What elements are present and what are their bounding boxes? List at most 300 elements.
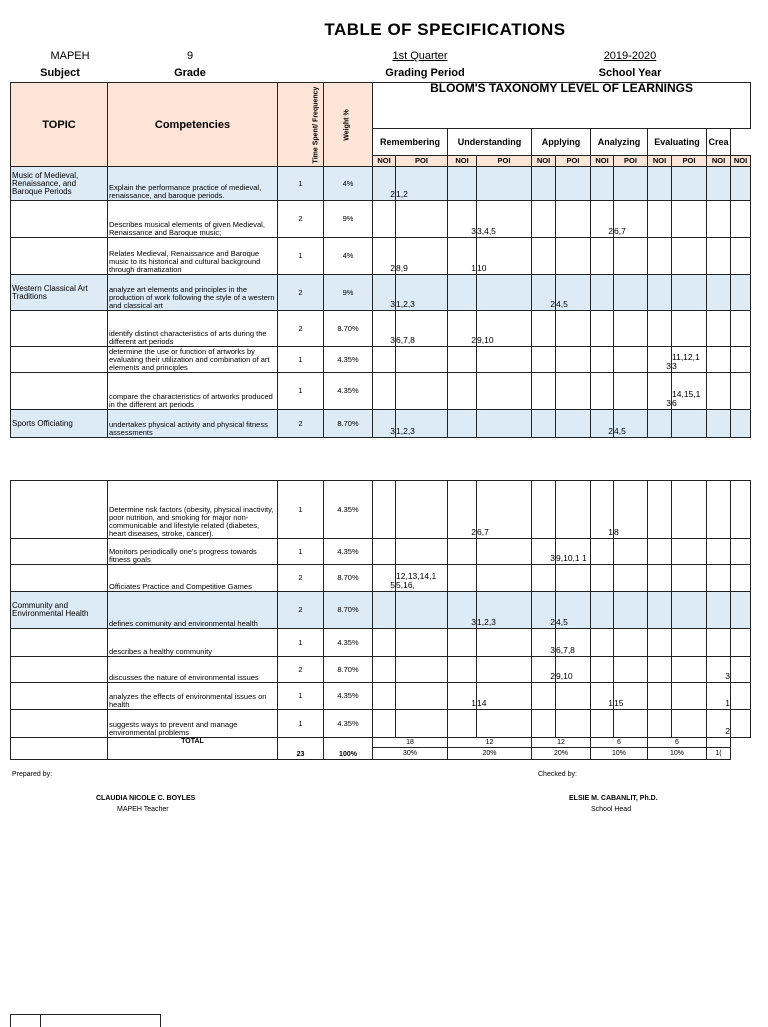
noi-cell: 3	[532, 629, 556, 657]
weight-cell: 8.70%	[324, 410, 373, 438]
noi-cell	[707, 592, 731, 629]
time-spent-cell: 1	[278, 481, 324, 539]
table-row	[11, 657, 751, 683]
table-row	[11, 238, 751, 275]
poi-cell: 8	[614, 481, 648, 539]
noi-cell: 2	[591, 410, 614, 438]
noi-cell	[532, 373, 556, 410]
noi-header: NOI	[532, 156, 556, 167]
noi-cell	[648, 565, 672, 592]
table-row	[11, 347, 751, 373]
table-row	[11, 201, 751, 238]
poi-cell: 9,10	[556, 657, 591, 683]
poi-cell	[477, 565, 532, 592]
competencies-header: Competencies	[108, 83, 278, 167]
poi-cell	[556, 565, 591, 592]
competency-cell: undertakes physical activity and physical fitness assessments	[108, 410, 278, 438]
topic-cell	[11, 657, 108, 683]
poi-header: POI	[614, 156, 648, 167]
topic-cell	[11, 629, 108, 657]
table-header-row	[11, 83, 751, 129]
poi-cell	[672, 657, 707, 683]
noi-cell: 3	[373, 275, 396, 311]
noi-cell	[591, 539, 614, 565]
poi-cell	[556, 683, 591, 710]
noi-cell	[591, 710, 614, 738]
noi-cell: 1	[591, 481, 614, 539]
poi-cell: 9,10,1 1	[556, 539, 591, 565]
noi-cell	[707, 275, 731, 311]
noi-cell	[648, 539, 672, 565]
noi-cell	[448, 657, 477, 683]
noi-cell: 1	[448, 683, 477, 710]
poi-cell	[556, 373, 591, 410]
poi-cell	[731, 167, 751, 201]
noi-cell	[591, 311, 614, 347]
poi-cell: 8,9	[396, 238, 448, 275]
noi-cell: 1	[591, 683, 614, 710]
topic-cell: Western Classical Art Traditions	[11, 275, 108, 311]
total-weight: 100%	[324, 738, 373, 760]
poi-cell	[396, 592, 448, 629]
noi-cell	[648, 629, 672, 657]
weight-cell: 4%	[324, 238, 373, 275]
poi-cell	[731, 481, 751, 539]
noi-cell	[707, 481, 731, 539]
competency-cell: analyzes the effects of environmental issues on health	[108, 683, 278, 710]
poi-cell: 11,12,1 3	[672, 347, 707, 373]
poi-cell	[396, 347, 448, 373]
time-spent-cell: 1	[278, 167, 324, 201]
time-spent-cell: 1	[278, 539, 324, 565]
noi-cell	[591, 565, 614, 592]
poi-cell	[614, 565, 648, 592]
total-noi-count	[707, 738, 731, 748]
poi-cell	[477, 167, 532, 201]
poi-cell: 4,5	[614, 410, 648, 438]
noi-cell	[532, 201, 556, 238]
time-spent-cell: 2	[278, 410, 324, 438]
noi-cell	[707, 311, 731, 347]
noi-cell	[707, 410, 731, 438]
poi-cell	[556, 347, 591, 373]
noi-cell: 5	[373, 565, 396, 592]
time-spent-cell: 2	[278, 657, 324, 683]
time-spent-cell: 2	[278, 201, 324, 238]
noi-cell: 2	[532, 592, 556, 629]
noi-cell	[532, 710, 556, 738]
competency-cell: describes a healthy community	[108, 629, 278, 657]
noi-cell: 3	[532, 539, 556, 565]
weight-cell: 4%	[324, 167, 373, 201]
noi-cell	[373, 539, 396, 565]
noi-cell: 2	[448, 481, 477, 539]
poi-cell	[614, 275, 648, 311]
noi-cell	[373, 373, 396, 410]
noi-cell	[591, 592, 614, 629]
time-spent-cell: 1	[278, 629, 324, 657]
noi-cell	[707, 347, 731, 373]
poi-cell: 12,13,14,1 5,16,	[396, 565, 448, 592]
time-spent-cell: 2	[278, 311, 324, 347]
checked-by-label: Checked by:	[538, 771, 577, 778]
poi-cell	[731, 275, 751, 311]
topic-cell: Music of Medieval, Renaissance, and Baroque Periods	[11, 167, 108, 201]
noi-cell: 2	[591, 201, 614, 238]
topic-cell	[11, 481, 108, 539]
noi-cell	[591, 373, 614, 410]
noi-cell	[707, 629, 731, 657]
poi-cell: 4,5	[556, 275, 591, 311]
noi-cell	[648, 592, 672, 629]
noi-cell: 2	[532, 275, 556, 311]
noi-cell	[707, 238, 731, 275]
table-row	[11, 410, 751, 438]
weight-cell: 4.35%	[324, 710, 373, 738]
poi-cell: 6,7,8	[396, 311, 448, 347]
noi-cell	[648, 657, 672, 683]
noi-cell	[373, 710, 396, 738]
poi-cell	[731, 311, 751, 347]
competency-cell: compare the characteristics of artworks produced in the different art periods	[108, 373, 278, 410]
checked-by-role: School Head	[591, 806, 632, 813]
noi-cell	[591, 629, 614, 657]
noi-header: NOI	[448, 156, 477, 167]
noi-cell	[648, 311, 672, 347]
noi-cell	[448, 167, 477, 201]
noi-cell	[373, 629, 396, 657]
time-spent-cell: 2	[278, 275, 324, 311]
partial-table-edge	[10, 1014, 161, 1027]
noi-cell: 3	[648, 373, 672, 410]
subject-label: Subject	[40, 67, 80, 79]
table-row	[11, 539, 751, 565]
weight-cell: 8.70%	[324, 565, 373, 592]
poi-cell	[614, 592, 648, 629]
topic-cell: Community and Environmental Health	[11, 592, 108, 629]
poi-cell	[396, 657, 448, 683]
poi-cell	[672, 683, 707, 710]
poi-cell	[731, 565, 751, 592]
noi-cell	[532, 565, 556, 592]
prepared-by-label: Prepared by:	[12, 771, 53, 778]
poi-cell	[731, 710, 751, 738]
poi-cell	[396, 710, 448, 738]
table-row	[11, 629, 751, 657]
poi-cell	[396, 629, 448, 657]
bloom-taxonomy-header: BLOOM'S TAXONOMY LEVEL OF LEARNINGS	[373, 83, 751, 129]
noi-cell: 3	[448, 201, 477, 238]
poi-cell	[396, 539, 448, 565]
poi-cell	[731, 683, 751, 710]
bloom-level-2: Applying	[532, 129, 591, 156]
poi-cell	[731, 201, 751, 238]
total-row	[11, 738, 751, 748]
competency-cell: Relates Medieval, Renaissance and Baroque music to its historical and cultural background through dramatization	[108, 238, 278, 275]
noi-cell	[707, 565, 731, 592]
noi-header: NOI	[591, 156, 614, 167]
table-row	[11, 710, 751, 738]
poi-cell	[672, 275, 707, 311]
poi-cell: 14,15,1 6	[672, 373, 707, 410]
total-topic-cell	[11, 738, 108, 760]
poi-cell: 6,7	[477, 481, 532, 539]
noi-cell	[591, 275, 614, 311]
poi-cell	[672, 167, 707, 201]
grade-label: Grade	[174, 67, 206, 79]
competency-cell: Monitors periodically one's progress towards fitness goals	[108, 539, 278, 565]
time-spent-cell: 1	[278, 238, 324, 275]
weight-cell: 4.35%	[324, 683, 373, 710]
poi-cell	[556, 311, 591, 347]
table-row	[11, 683, 751, 710]
noi-cell	[448, 539, 477, 565]
poi-cell	[614, 629, 648, 657]
table-row	[11, 373, 751, 410]
checked-by-name: ELSIE M. CABANLIT, Ph.D.	[569, 795, 658, 802]
grade-value: 9	[186, 50, 194, 62]
poi-cell	[672, 201, 707, 238]
document-title: TABLE OF SPECIFICATIONS	[324, 20, 566, 39]
poi-cell	[614, 311, 648, 347]
noi-cell: 2	[448, 311, 477, 347]
bloom-level-1: Understanding	[448, 129, 532, 156]
noi-cell: 2	[532, 657, 556, 683]
poi-cell	[477, 275, 532, 311]
topic-cell	[11, 539, 108, 565]
poi-header: POI	[672, 156, 707, 167]
noi-cell: 1	[707, 683, 731, 710]
poi-cell: 9,10	[477, 311, 532, 347]
poi-cell	[396, 481, 448, 539]
competency-cell: Determine risk factors (obesity, physical inactivity, poor nutrition, and smoking for major non-communicable and lifestyle related (diabetes, heart diseases, stroke, cancer).	[108, 481, 278, 539]
poi-cell: 1,2	[396, 167, 448, 201]
weight-cell: 9%	[324, 201, 373, 238]
noi-cell	[448, 373, 477, 410]
competency-cell: determine the use or function of artworks by evaluating their utilization and combination of art elements and principles	[108, 347, 278, 373]
total-noi-count: 18	[373, 738, 448, 748]
table-row	[11, 311, 751, 347]
period-label: Grading Period	[385, 67, 465, 79]
total-time: 23	[278, 738, 324, 760]
topic-cell	[11, 373, 108, 410]
poi-cell: 6,7,8	[556, 629, 591, 657]
total-percent: 1(	[707, 748, 731, 760]
noi-cell	[532, 683, 556, 710]
weight-cell: 8.70%	[324, 592, 373, 629]
poi-cell	[672, 565, 707, 592]
noi-cell	[591, 347, 614, 373]
noi-header: NOI	[731, 156, 751, 167]
time-spent-cell: 1	[278, 347, 324, 373]
weight-cell: 4.35%	[324, 481, 373, 539]
noi-cell	[448, 565, 477, 592]
poi-cell	[396, 201, 448, 238]
noi-cell	[707, 167, 731, 201]
bloom-level-0: Remembering	[373, 129, 448, 156]
noi-cell	[448, 275, 477, 311]
poi-cell	[731, 238, 751, 275]
noi-cell	[648, 275, 672, 311]
competency-cell: defines community and environmental health	[108, 592, 278, 629]
noi-cell: 2	[373, 167, 396, 201]
noi-cell: 1	[448, 238, 477, 275]
poi-cell	[477, 539, 532, 565]
noi-header: NOI	[648, 156, 672, 167]
topic-cell	[11, 683, 108, 710]
specification-table	[10, 82, 751, 438]
topic-cell: Sports Officiating	[11, 410, 108, 438]
poi-cell: 15	[614, 683, 648, 710]
noi-cell	[648, 683, 672, 710]
table-row	[11, 167, 751, 201]
noi-cell: 3	[707, 657, 731, 683]
noi-cell	[648, 201, 672, 238]
competency-cell: Explain the performance practice of medieval, renaissance, and baroque periods.	[108, 167, 278, 201]
time-spent-header: Time Spent/ Frequency	[278, 83, 324, 167]
topic-header: TOPIC	[11, 83, 108, 167]
noi-cell	[448, 410, 477, 438]
total-label: TOTAL	[108, 738, 278, 760]
total-percent: 20%	[448, 748, 532, 760]
poi-cell	[614, 710, 648, 738]
noi-cell	[532, 311, 556, 347]
poi-cell	[477, 373, 532, 410]
topic-cell	[11, 238, 108, 275]
competency-cell: identify distinct characteristics of arts during the different art periods	[108, 311, 278, 347]
noi-cell	[373, 592, 396, 629]
poi-cell	[672, 592, 707, 629]
noi-cell	[373, 683, 396, 710]
total-noi-count: 6	[648, 738, 707, 748]
poi-cell	[731, 410, 751, 438]
noi-cell	[648, 410, 672, 438]
poi-cell	[396, 683, 448, 710]
weight-cell: 9%	[324, 275, 373, 311]
poi-cell	[614, 373, 648, 410]
noi-cell	[707, 373, 731, 410]
weight-cell: 4.35%	[324, 373, 373, 410]
table-row	[11, 275, 751, 311]
poi-cell	[672, 539, 707, 565]
poi-cell	[672, 410, 707, 438]
noi-cell	[532, 410, 556, 438]
competency-cell: analyze art elements and principles in the production of work following the style of a western and classical art	[108, 275, 278, 311]
poi-cell	[477, 657, 532, 683]
subject-value: MAPEH	[50, 50, 90, 62]
noi-cell	[648, 710, 672, 738]
noi-cell: 3	[373, 311, 396, 347]
noi-cell	[648, 481, 672, 539]
poi-cell	[672, 238, 707, 275]
poi-cell: 14	[477, 683, 532, 710]
poi-cell: 1,2,3	[396, 275, 448, 311]
poi-header: POI	[396, 156, 448, 167]
poi-cell	[672, 710, 707, 738]
poi-cell	[614, 347, 648, 373]
competency-cell: Officiates Practice and Competitive Games	[108, 565, 278, 592]
total-percent: 10%	[591, 748, 648, 760]
noi-cell	[532, 347, 556, 373]
total-percent: 30%	[373, 748, 448, 760]
topic-cell	[11, 347, 108, 373]
noi-cell	[707, 539, 731, 565]
noi-cell	[648, 167, 672, 201]
poi-cell	[731, 629, 751, 657]
poi-cell	[477, 629, 532, 657]
topic-cell	[11, 565, 108, 592]
poi-cell	[614, 657, 648, 683]
time-spent-cell: 1	[278, 373, 324, 410]
poi-cell	[731, 347, 751, 373]
poi-cell: 3,4,5	[477, 201, 532, 238]
noi-cell	[591, 238, 614, 275]
bloom-level-5: Crea	[707, 129, 731, 156]
noi-cell	[448, 347, 477, 373]
noi-cell	[532, 238, 556, 275]
competency-cell: Describes musical elements of given Medieval, Renaissance and Baroque music;	[108, 201, 278, 238]
noi-cell: 2	[707, 710, 731, 738]
poi-cell: 4,5	[556, 592, 591, 629]
total-percent: 20%	[532, 748, 591, 760]
poi-cell	[731, 657, 751, 683]
poi-cell	[672, 629, 707, 657]
weight-cell: 4.35%	[324, 347, 373, 373]
total-percent: 10%	[648, 748, 707, 760]
poi-cell: 6,7	[614, 201, 648, 238]
noi-cell	[373, 347, 396, 373]
time-spent-cell: 1	[278, 710, 324, 738]
noi-cell	[448, 629, 477, 657]
poi-cell	[556, 167, 591, 201]
table-row	[11, 565, 751, 592]
poi-cell	[672, 311, 707, 347]
period-value: 1st Quarter	[392, 50, 448, 62]
poi-cell	[731, 539, 751, 565]
noi-cell	[532, 481, 556, 539]
poi-cell	[556, 201, 591, 238]
competency-cell: suggests ways to prevent and manage environmental problems	[108, 710, 278, 738]
poi-cell	[396, 373, 448, 410]
weight-cell: 8.70%	[324, 311, 373, 347]
poi-cell	[731, 592, 751, 629]
poi-cell	[731, 373, 751, 410]
poi-cell: 1,2,3	[477, 592, 532, 629]
poi-cell: 10	[477, 238, 532, 275]
bloom-level-3: Analyzing	[591, 129, 648, 156]
poi-cell	[477, 347, 532, 373]
poi-cell	[556, 710, 591, 738]
table-row	[11, 481, 751, 539]
prepared-by-name: CLAUDIA NICOLE C. BOYLES	[96, 795, 196, 802]
noi-cell	[373, 201, 396, 238]
weight-cell: 4.35%	[324, 629, 373, 657]
time-spent-cell: 2	[278, 565, 324, 592]
noi-cell	[373, 657, 396, 683]
time-spent-cell: 1	[278, 683, 324, 710]
poi-cell	[614, 167, 648, 201]
poi-cell	[556, 410, 591, 438]
total-noi-count: 12	[448, 738, 532, 748]
topic-cell	[11, 710, 108, 738]
year-value: 2019-2020	[603, 50, 657, 62]
poi-header: POI	[477, 156, 532, 167]
poi-cell	[477, 710, 532, 738]
total-noi-count: 6	[591, 738, 648, 748]
noi-cell: 2	[373, 238, 396, 275]
noi-cell	[591, 657, 614, 683]
poi-header: POI	[556, 156, 591, 167]
